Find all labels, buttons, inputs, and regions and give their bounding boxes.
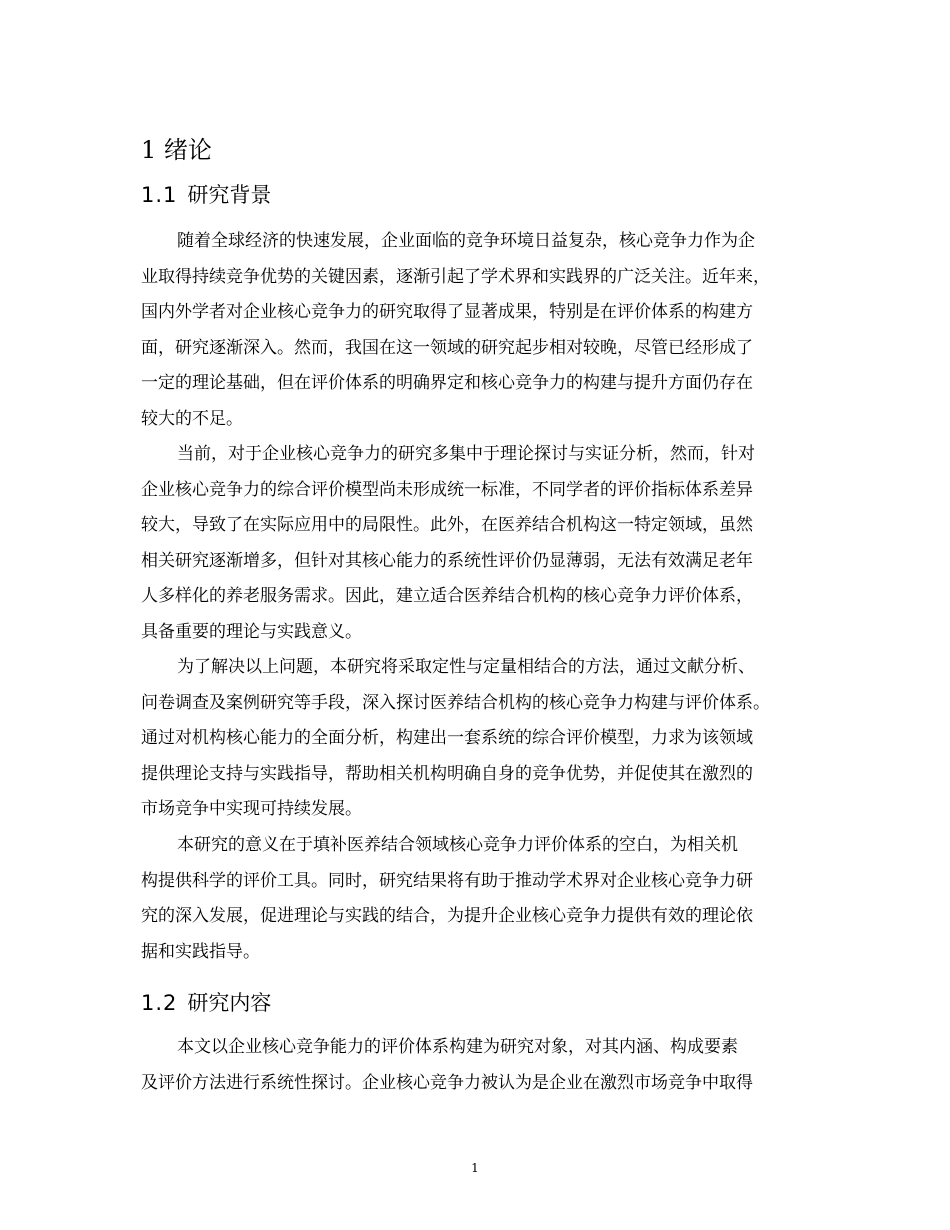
- section-title: 研究背景: [187, 183, 272, 207]
- paragraph-line: 国内外学者对企业核心竞争力的研究取得了显著成果，特别是在评价体系的构建方: [141, 302, 753, 322]
- section-heading-1-1: [141, 179, 271, 211]
- paragraph-5: [141, 1030, 811, 1101]
- paragraph-4: [141, 828, 811, 970]
- paragraph-1: [141, 224, 811, 437]
- paragraph-line: 较大的不足。: [141, 408, 243, 429]
- paragraph-line: 本文以企业核心竞争能力的评价体系构建为研究对象，对其内涵、构成要素: [177, 1037, 738, 1057]
- paragraph-line: 问卷调查及案例研究等手段，深入探讨医养结合机构的核心竞争力构建与评价体系。: [141, 692, 770, 713]
- paragraph-line: 相关研究逐渐增多，但针对其核心能力的系统性评价仍显薄弱，无法有效满足老年: [141, 550, 753, 571]
- paragraph-line: 为了解决以上问题，本研究将采取定性与定量相结合的方法，通过文献分析、: [177, 657, 755, 677]
- paragraph-line: 随着全球经济的快速发展，企业面临的竞争环境日益复杂，核心竞争力作为企: [177, 231, 755, 251]
- paragraph-line: 市场竞争中实现可持续发展。: [141, 799, 362, 819]
- paragraph-line: 本研究的意义在于填补医养结合领域核心竞争力评价体系的空白，为相关机: [177, 835, 738, 855]
- paragraph-line: 通过对机构核心能力的全面分析，构建出一套系统的综合评价模型，力求为该领域: [141, 728, 753, 748]
- section-number: 1.1: [141, 183, 178, 207]
- page-number: 1: [471, 1161, 479, 1175]
- paragraph-line: 业取得持续竞争优势的关键因素，逐渐引起了学术界和实践界的广泛关注。近年来，: [141, 266, 770, 287]
- section-title: 研究内容: [187, 991, 272, 1015]
- paragraph-line: 具备重要的理论与实践意义。: [141, 621, 362, 642]
- paragraph-line: 提供理论支持与实践指导，帮助相关机构明确自身的竞争优势，并促使其在激烈的: [141, 763, 753, 784]
- section-heading-1-2: [141, 987, 271, 1019]
- paragraph-line: 企业核心竞争力的综合评价模型尚未形成统一标准，不同学者的评价指标体系差异: [141, 479, 753, 500]
- paragraph-line: 及评价方法进行系统性探讨。企业核心竞争力被认为是企业在激烈市场竞争中取得: [141, 1072, 753, 1093]
- paragraph-line: 人多样化的养老服务需求。因此，建立适合医养结合机构的核心竞争力评价体系，: [141, 586, 753, 606]
- paragraph-line: 据和实践指导。: [141, 941, 260, 962]
- paragraph-line: 较大，导致了在实际应用中的局限性。此外，在医养结合机构这一特定领域，虽然: [141, 515, 753, 535]
- paragraph-line: 面，研究逐渐深入。然而，我国在这一领域的研究起步相对较晚，尽管已经形成了: [141, 337, 753, 358]
- paragraph-3: [141, 650, 811, 828]
- chapter-title: 1 绪论: [141, 136, 212, 164]
- section-number: 1.2: [141, 991, 178, 1015]
- paragraph-line: 一定的理论基础，但在评价体系的明确界定和核心竞争力的构建与提升方面仍存在: [141, 373, 753, 393]
- paragraph-line: 当前，对于企业核心竞争力的研究多集中于理论探讨与实证分析，然而，针对: [177, 444, 755, 464]
- paragraph-2: [141, 437, 811, 650]
- paragraph-line: 构提供科学的评价工具。同时，研究结果将有助于推动学术界对企业核心竞争力研: [141, 870, 753, 891]
- paragraph-line: 究的深入发展，促进理论与实践的结合，为提升企业核心竞争力提供有效的理论依: [141, 906, 753, 926]
